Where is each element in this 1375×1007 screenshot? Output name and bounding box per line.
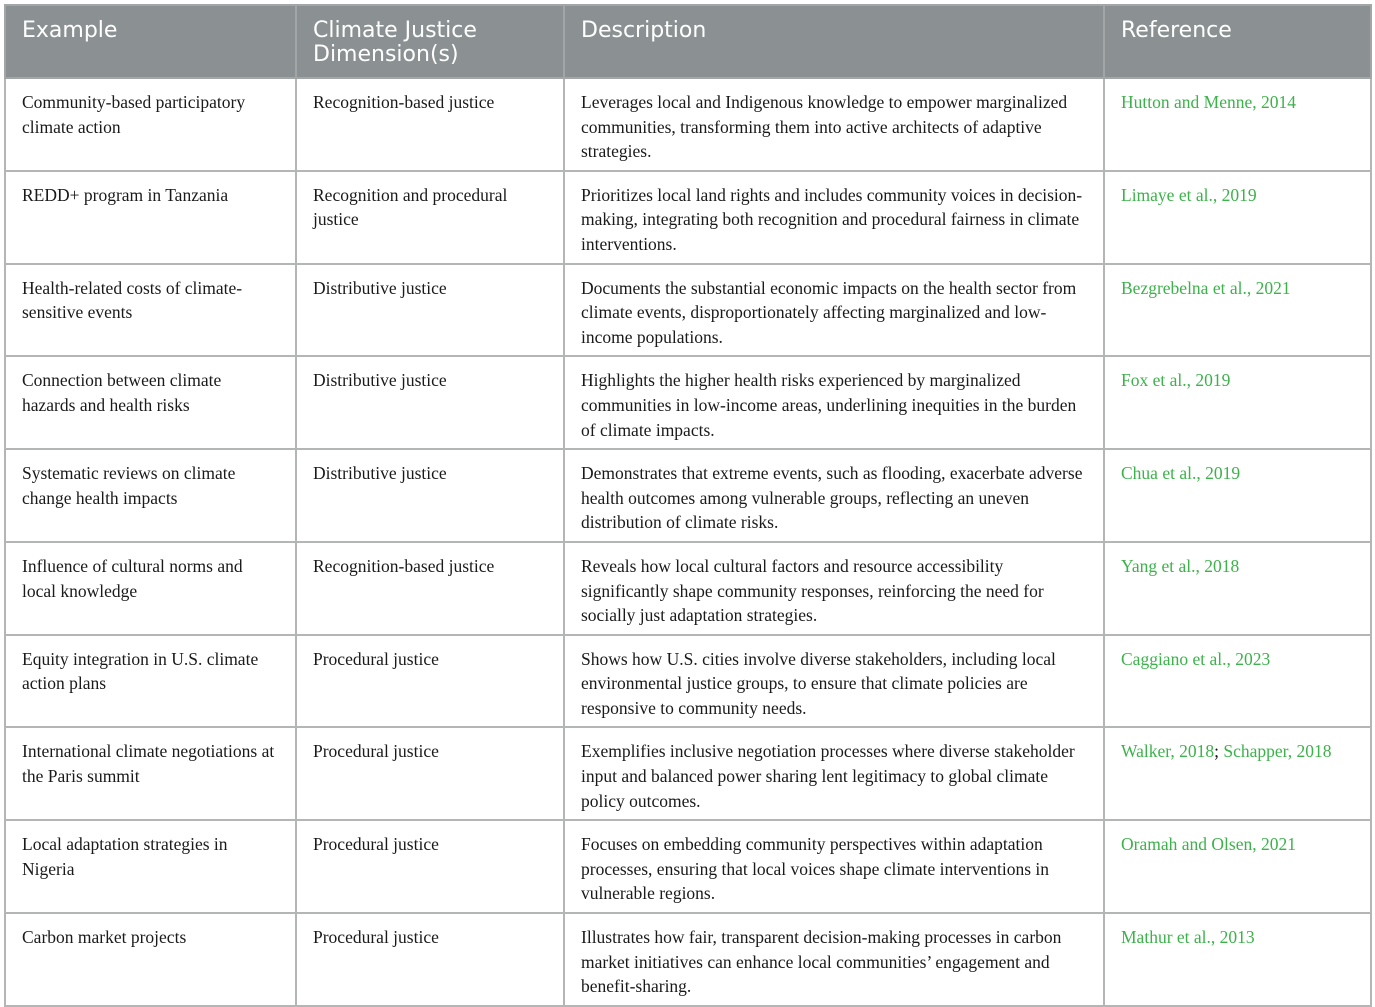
cell-description: Exemplifies inclusive negotiation processes where diverse stakeholder input and balanced power sharing lent legitimacy to global climate policy outcomes. [564, 727, 1104, 820]
cell-reference [1104, 635, 1371, 728]
table-row [5, 449, 1371, 542]
cell-example: International climate negotiations at the Paris summit [5, 727, 296, 820]
cell-reference [1104, 356, 1371, 449]
cell-example: Carbon market projects [5, 913, 296, 1006]
cell-description: Prioritizes local land rights and includes community voices in decision-making, integrating both recognition and procedural fairness in climate interventions. [564, 171, 1104, 264]
reference-link[interactable]: Fox et al., 2019 [1121, 370, 1231, 391]
table-row [5, 727, 1371, 820]
reference-separator: ; [1214, 741, 1224, 762]
cell-description: Leverages local and Indigenous knowledge to empower marginalized communities, transforming them into active architects of adaptive strategies. [564, 78, 1104, 171]
header-example: Example [5, 5, 296, 78]
cell-description: Shows how U.S. cities involve diverse stakeholders, including local environmental justice groups, to ensure that climate policies are responsive to community needs. [564, 635, 1104, 728]
reference-link[interactable]: Chua et al., 2019 [1121, 463, 1241, 484]
table-row [5, 264, 1371, 357]
cell-reference [1104, 78, 1371, 171]
cell-reference [1104, 264, 1371, 357]
table-row [5, 356, 1371, 449]
cell-dimension: Distributive justice [296, 356, 564, 449]
cell-example: Health-related costs of climate-sensitive events [5, 264, 296, 357]
cell-example: Equity integration in U.S. climate action plans [5, 635, 296, 728]
header-description: Description [564, 5, 1104, 78]
cell-description: Demonstrates that extreme events, such as flooding, exacerbate adverse health outcomes among vulnerable groups, reflecting an uneven distribution of climate risks. [564, 449, 1104, 542]
table-row [5, 635, 1371, 728]
cell-dimension: Distributive justice [296, 264, 564, 357]
cell-dimension: Recognition-based justice [296, 78, 564, 171]
cell-example: Connection between climate hazards and health risks [5, 356, 296, 449]
cell-example: Systematic reviews on climate change health impacts [5, 449, 296, 542]
cell-reference [1104, 913, 1371, 1006]
cell-example: REDD+ program in Tanzania [5, 171, 296, 264]
reference-link[interactable]: Walker, 2018 [1121, 741, 1215, 762]
cell-description: Documents the substantial economic impacts on the health sector from climate events, disproportionately affecting marginalized and low-income populations. [564, 264, 1104, 357]
table-row [5, 820, 1371, 913]
cell-description: Focuses on embedding community perspectives within adaptation processes, ensuring that local voices shape climate interventions in vulnerable regions. [564, 820, 1104, 913]
table-row [5, 78, 1371, 171]
cell-description: Reveals how local cultural factors and resource accessibility significantly shape community responses, reinforcing the need for socially just adaptation strategies. [564, 542, 1104, 635]
cell-reference [1104, 727, 1371, 820]
cell-dimension: Procedural justice [296, 820, 564, 913]
cell-example: Influence of cultural norms and local knowledge [5, 542, 296, 635]
reference-link[interactable]: Bezgrebelna et al., 2021 [1121, 277, 1291, 298]
cell-reference [1104, 542, 1371, 635]
cell-description: Illustrates how fair, transparent decision-making processes in carbon market initiatives can enhance local communities’ engagement and benefit-sharing. [564, 913, 1104, 1006]
cell-dimension: Procedural justice [296, 635, 564, 728]
reference-link[interactable]: Schapper, 2018 [1223, 741, 1332, 762]
cell-dimension: Procedural justice [296, 727, 564, 820]
table-row [5, 171, 1371, 264]
reference-link[interactable]: Hutton and Menne, 2014 [1121, 92, 1296, 112]
cell-example: Community-based participatory climate action [5, 78, 296, 171]
cell-example: Local adaptation strategies in Nigeria [5, 820, 296, 913]
reference-link[interactable]: Mathur et al., 2013 [1121, 927, 1255, 948]
cell-reference [1104, 820, 1371, 913]
cell-reference [1104, 171, 1371, 264]
climate-justice-table [4, 4, 1372, 1007]
reference-link[interactable]: Limaye et al., 2019 [1121, 184, 1257, 205]
reference-link[interactable]: Yang et al., 2018 [1121, 555, 1240, 576]
table-row [5, 542, 1371, 635]
cell-dimension: Distributive justice [296, 449, 564, 542]
cell-dimension: Recognition and procedural justice [296, 171, 564, 264]
header-row [5, 5, 1371, 78]
reference-link[interactable]: Oramah and Olsen, 2021 [1121, 834, 1296, 855]
header-reference: Reference [1104, 5, 1371, 78]
cell-dimension: Recognition-based justice [296, 542, 564, 635]
cell-dimension: Procedural justice [296, 913, 564, 1006]
header-dimension: Climate Justice Dimension(s) [296, 5, 564, 78]
cell-description: Highlights the higher health risks experienced by marginalized communities in low-income areas, underlining inequities in the burden of climate impacts. [564, 356, 1104, 449]
cell-reference [1104, 449, 1371, 542]
reference-link[interactable]: Caggiano et al., 2023 [1121, 648, 1271, 669]
table-row [5, 913, 1371, 1006]
